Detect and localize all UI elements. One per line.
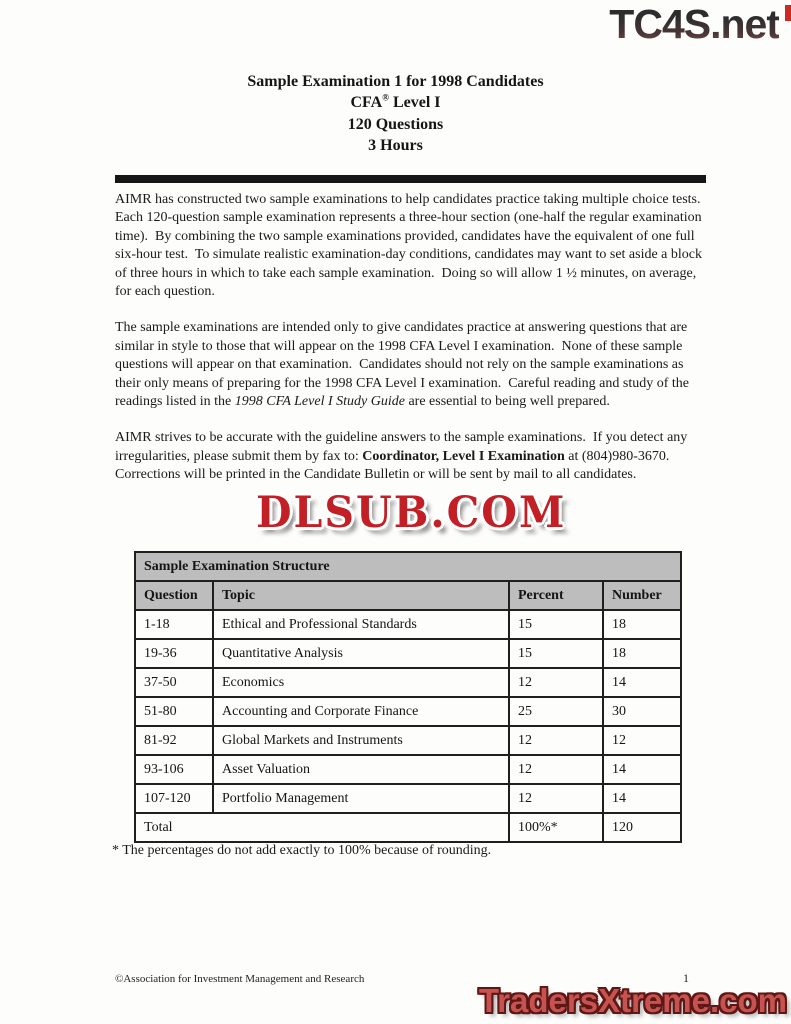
cell-percent: 12 — [509, 668, 603, 697]
table-row — [135, 610, 681, 639]
title-line-3: 120 Questions — [347, 115, 444, 133]
cell-topic: Asset Valuation — [213, 755, 509, 784]
total-number: 120 — [603, 813, 681, 842]
cell-number: 12 — [603, 726, 681, 755]
title-divider-rule — [115, 175, 706, 183]
tc4s-watermark-logo: TC4S.net — [609, 1, 779, 47]
title-line-1: Sample Examination 1 for 1998 Candidates — [247, 73, 544, 90]
practice-paragraph: The sample examinations are intended only to give candidates practice at answering questions that are similar in style to those that will appear on the 1998 CFA Level I examination. None of these sample questions will appear on that examination. Candidates should not rely on the sample examinations as their only means of preparing for the 1998 CFA Level I examination. Careful reading and study of the readings listed in the 1998 CFA Level I Study Guide are essential to being well prepared. — [115, 320, 693, 410]
table-row — [135, 639, 681, 668]
tradersxtreme-watermark-logo: TradersXtreme.com — [478, 982, 787, 1019]
table-title: Sample Examination Structure — [135, 552, 681, 581]
corner-red-mark — [785, 5, 791, 21]
title-line-4: 3 Hours — [368, 136, 423, 154]
cell-topic: Accounting and Corporate Finance — [213, 697, 509, 726]
cell-percent: 12 — [509, 784, 603, 813]
title-line-2: CFA® Level I — [350, 92, 441, 112]
cell-topic: Portfolio Management — [213, 784, 509, 813]
cell-topic: Global Markets and Instruments — [213, 726, 509, 755]
page-number: 1 — [683, 971, 689, 985]
body-text — [115, 191, 708, 503]
table-row — [135, 668, 681, 697]
coordinator-bold-text: Coordinator, Level I Examination — [362, 448, 565, 464]
cell-topic: Quantitative Analysis — [213, 639, 509, 668]
page-title — [0, 71, 791, 156]
exam-structure-table-container — [134, 551, 682, 843]
column-header-topic: Topic — [213, 581, 509, 610]
cell-number: 18 — [603, 639, 681, 668]
table-row — [135, 755, 681, 784]
cell-question: 81-92 — [135, 726, 213, 755]
column-header-question: Question — [135, 581, 213, 610]
cell-topic: Ethical and Professional Standards — [213, 610, 509, 639]
cell-question: 51-80 — [135, 697, 213, 726]
intro-paragraph: AIMR has constructed two sample examinations to help candidates practice taking multiple choice tests. Each 120-question sample examination represents a three-hour section (one-half the regular examination time). By combining the two sample examinations provided, candidates have the equivalent of one full six-hour test. To simulate realistic examination-day conditions, candidates may want to set aside a block of three hours in which to take each sample examination. Doing so will allow 1 ½ minutes, on average, for each question. — [115, 192, 708, 300]
accuracy-paragraph: AIMR strives to be accurate with the guideline answers to the sample examinations. If you detect any irregularities, please submit them by fax to: Coordinator, Level I Examination at (804)980-3670. Corrections will be printed in the Candidate Bulletin or will be sent by mail to all candidates. — [115, 430, 691, 483]
column-header-percent: Percent — [509, 581, 603, 610]
cell-number: 18 — [603, 610, 681, 639]
table-title-row — [135, 552, 681, 581]
cell-question: 93-106 — [135, 755, 213, 784]
table-total-row — [135, 813, 681, 842]
rounding-footnote: * The percentages do not add exactly to 100% because of rounding. — [112, 843, 492, 858]
cell-number: 14 — [603, 784, 681, 813]
cell-percent: 12 — [509, 726, 603, 755]
total-label: Total — [135, 813, 509, 842]
cell-question: 107-120 — [135, 784, 213, 813]
cell-question: 1-18 — [135, 610, 213, 639]
cell-number: 14 — [603, 668, 681, 697]
table-row — [135, 697, 681, 726]
exam-structure-table — [134, 551, 682, 843]
cell-topic: Economics — [213, 668, 509, 697]
total-percent: 100%* — [509, 813, 603, 842]
cell-percent: 15 — [509, 610, 603, 639]
column-header-number: Number — [603, 581, 681, 610]
table-header-row — [135, 581, 681, 610]
table-row — [135, 784, 681, 813]
study-guide-title: 1998 CFA Level I Study Guide — [234, 394, 405, 410]
cell-percent: 12 — [509, 755, 603, 784]
cell-number: 14 — [603, 755, 681, 784]
cell-question: 19-36 — [135, 639, 213, 668]
cell-question: 37-50 — [135, 668, 213, 697]
cell-percent: 15 — [509, 639, 603, 668]
dlsub-watermark: DLSUB.COM — [256, 486, 567, 538]
cell-percent: 25 — [509, 697, 603, 726]
cell-number: 30 — [603, 697, 681, 726]
table-row — [135, 726, 681, 755]
registered-trademark-symbol: ® — [382, 92, 389, 103]
footer-copyright: ©Association for Investment Management and Research — [115, 973, 365, 985]
